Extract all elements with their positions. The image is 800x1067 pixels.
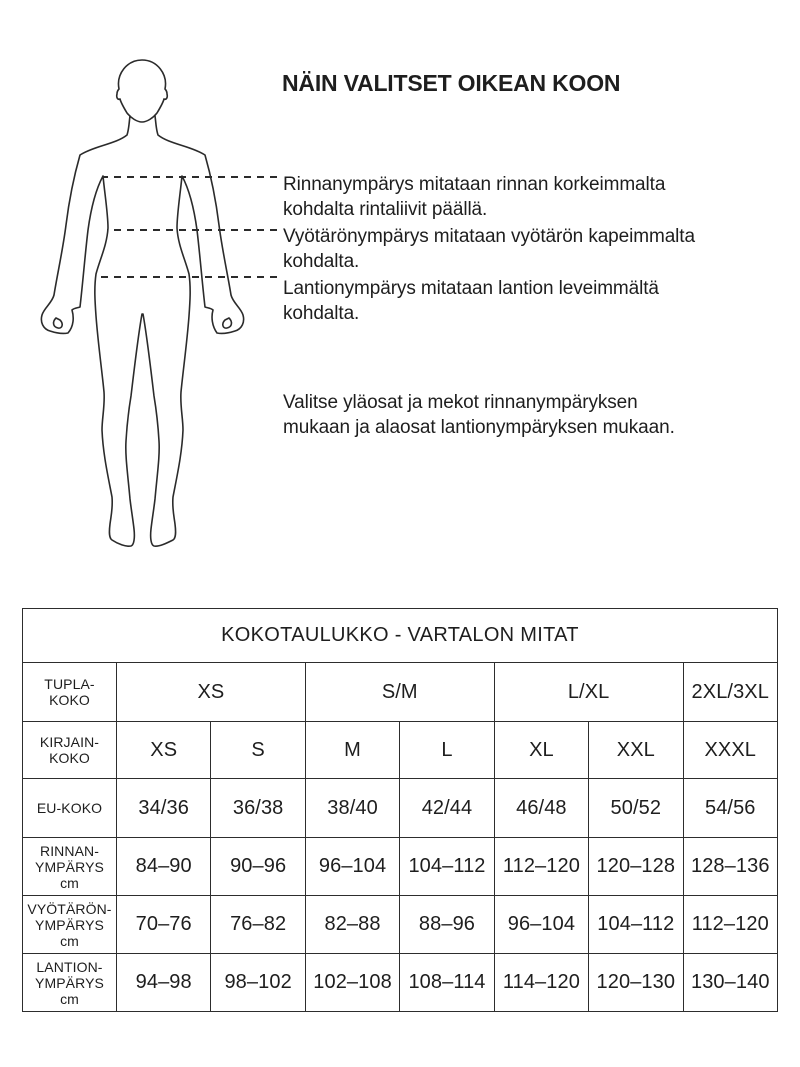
waist-instruction-line1: Vyötärönympärys mitataan vyötärön kapeimmalta — [283, 226, 695, 247]
cell-letter-size: XS — [117, 722, 211, 779]
cell-eu-size: 34/36 — [117, 779, 211, 838]
body-figure-illustration — [36, 56, 248, 552]
cell-eu-size: 54/56 — [683, 779, 777, 838]
cell-letter-size: L — [400, 722, 494, 779]
hip-measure-line — [97, 276, 277, 278]
waist-instruction — [283, 224, 743, 274]
waist-measure-line — [107, 229, 277, 231]
hip-instruction-line1: Lantionympärys mitataan lantion leveimmältä — [283, 278, 659, 299]
row-label-eu-size: EU-KOKO — [23, 779, 117, 838]
cell-bust: 84–90 — [117, 838, 211, 896]
row-label-double-size: TUPLA- KOKO — [23, 663, 117, 722]
cell-hip: 108–114 — [400, 954, 494, 1012]
cell-double-size: XS — [117, 663, 306, 722]
bust-measure-line — [102, 176, 277, 178]
cell-double-size: 2XL/3XL — [683, 663, 777, 722]
cell-eu-size: 50/52 — [589, 779, 683, 838]
cell-double-size: L/XL — [494, 663, 683, 722]
size-table — [22, 608, 778, 1012]
selection-note-line1: Valitse yläosat ja mekot rinnanympäryksen — [283, 392, 638, 413]
cell-letter-size: S — [211, 722, 305, 779]
cell-bust: 96–104 — [305, 838, 399, 896]
cell-hip: 120–130 — [589, 954, 683, 1012]
table-row-letter-size — [23, 722, 778, 779]
cell-bust: 112–120 — [494, 838, 588, 896]
cell-waist: 70–76 — [117, 896, 211, 954]
cell-letter-size: M — [305, 722, 399, 779]
figure-right-thumb — [223, 318, 232, 328]
table-row-eu-size — [23, 779, 778, 838]
selection-note-line2: mukaan ja alaosat lantionympäryksen mukaan. — [283, 417, 675, 438]
cell-waist: 96–104 — [494, 896, 588, 954]
cell-bust: 104–112 — [400, 838, 494, 896]
figure-head — [117, 60, 168, 122]
row-label-letter-size: KIRJAIN- KOKO — [23, 722, 117, 779]
cell-bust: 90–96 — [211, 838, 305, 896]
row-label-bust: RINNAN- YMPÄRYS cm — [23, 838, 117, 896]
measurement-instructions — [283, 172, 743, 328]
bust-instruction-line2: kohdalta rintaliivit päällä. — [283, 199, 488, 220]
cell-double-size: S/M — [305, 663, 494, 722]
cell-letter-size: XXL — [589, 722, 683, 779]
cell-waist: 112–120 — [683, 896, 777, 954]
table-row-waist — [23, 896, 778, 954]
cell-bust: 128–136 — [683, 838, 777, 896]
figure-left-thumb — [54, 318, 63, 328]
row-label-waist: VYÖTÄRÖN- YMPÄRYS cm — [23, 896, 117, 954]
row-label-hip: LANTION- YMPÄRYS cm — [23, 954, 117, 1012]
cell-waist: 104–112 — [589, 896, 683, 954]
cell-hip: 102–108 — [305, 954, 399, 1012]
cell-hip: 94–98 — [117, 954, 211, 1012]
bust-instruction — [283, 172, 743, 222]
cell-waist: 82–88 — [305, 896, 399, 954]
table-title-row — [23, 609, 778, 663]
cell-hip: 98–102 — [211, 954, 305, 1012]
cell-eu-size: 42/44 — [400, 779, 494, 838]
table-row-bust — [23, 838, 778, 896]
bust-instruction-line1: Rinnanympärys mitataan rinnan korkeimmalta — [283, 174, 666, 195]
cell-bust: 120–128 — [589, 838, 683, 896]
hip-instruction — [283, 276, 743, 326]
cell-waist: 88–96 — [400, 896, 494, 954]
table-row-hip — [23, 954, 778, 1012]
selection-note — [283, 390, 743, 440]
cell-letter-size: XL — [494, 722, 588, 779]
cell-eu-size: 38/40 — [305, 779, 399, 838]
cell-waist: 76–82 — [211, 896, 305, 954]
waist-instruction-line2: kohdalta. — [283, 251, 360, 272]
cell-eu-size: 36/38 — [211, 779, 305, 838]
cell-eu-size: 46/48 — [494, 779, 588, 838]
cell-letter-size: XXXL — [683, 722, 777, 779]
size-table-title: KOKOTAULUKKO - VARTALON MITAT — [23, 609, 778, 663]
cell-hip: 130–140 — [683, 954, 777, 1012]
figure-body — [41, 116, 243, 546]
cell-hip: 114–120 — [494, 954, 588, 1012]
hip-instruction-line2: kohdalta. — [283, 303, 360, 324]
page-title: NÄIN VALITSET OIKEAN KOON — [282, 70, 621, 96]
table-row-double-size — [23, 663, 778, 722]
